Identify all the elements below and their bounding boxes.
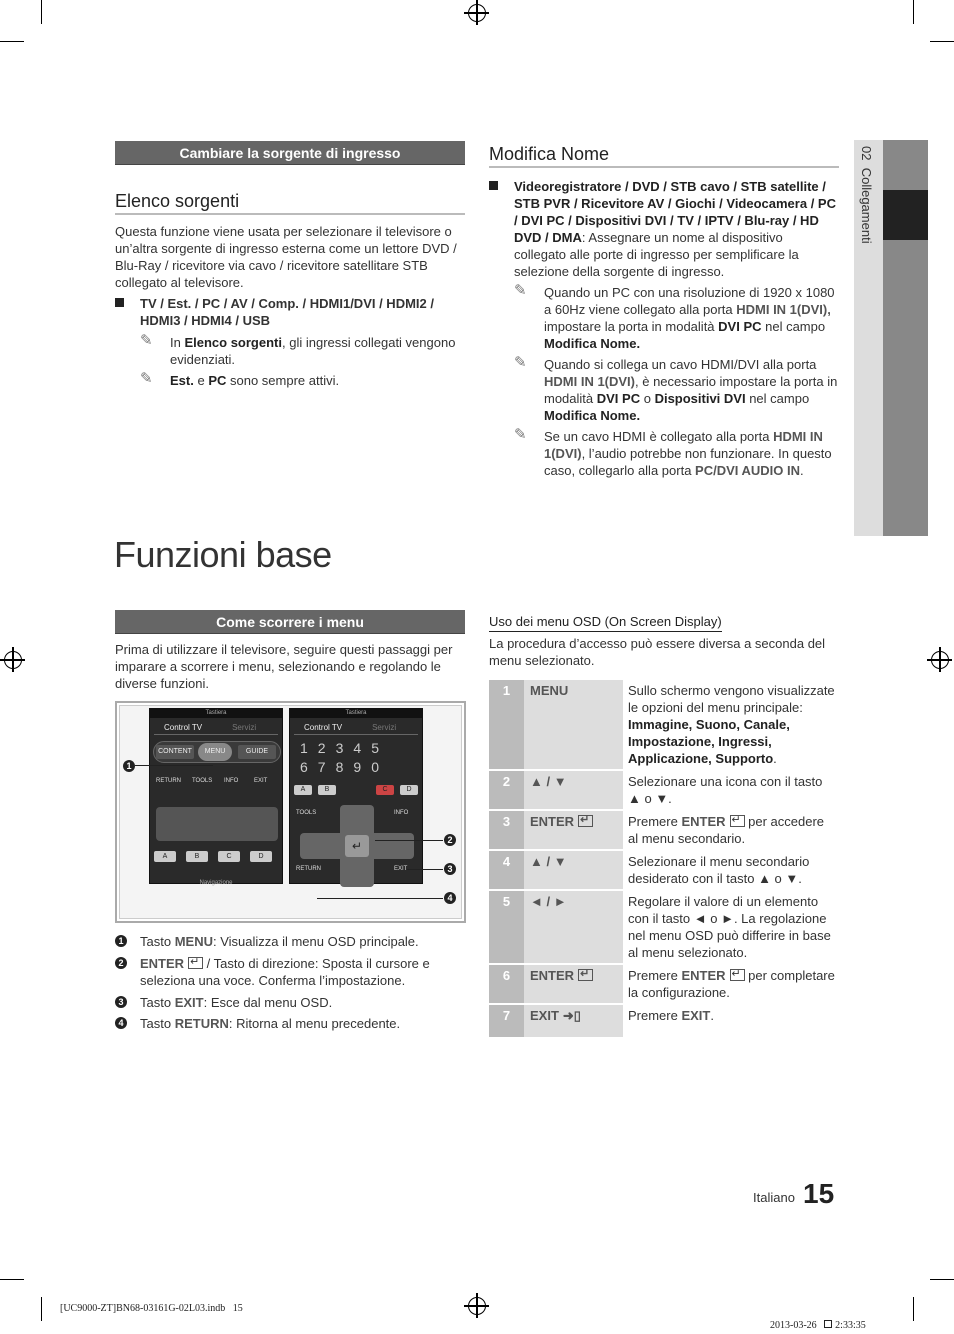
edit-name-note-1: Quando un PC con una risoluzione di 1920 x 1080 a 60Hz viene collegato alla porta HDMI IN 1(DVI), impostare la porta in modalità DVI PC nel campo Modifica Nome. — [544, 285, 835, 351]
remote-screen-2: Tastiera Control TV Servizi 12345 67890 A B C D TOOLS INFO ↵ RETURN EXIT — [289, 708, 423, 884]
enter-button: ↵ — [345, 835, 369, 857]
table-row: 2 ▲ / ▼ Selezionare una icona con il tasto ▲ o ▼. — [489, 770, 839, 810]
note-icon: ✎ — [140, 370, 153, 387]
enter-icon — [578, 969, 593, 981]
exit-icon: ➜▯ — [562, 1008, 581, 1023]
edit-name-bullet: Videoregistratore / DVD / STB cavo / STB satellite / STB PVR / Ricevitore AV / Giochi / Videocamera / PC / DVI PC / Dispositivi DVI / TV / IPTV / Blu-ray / HD DVD / DMA: Assegnare un nome al dispositivo collegato alle porte di ingresso per semplificare la selezione della sorgente di ingresso. — [514, 179, 836, 279]
table-row: 6 ENTER↵ Premere ENTER↵ per completare la configurazione. — [489, 964, 839, 1004]
side-tab-black — [883, 190, 928, 240]
content-button: CONTENT — [156, 745, 194, 759]
table-row: 4 ▲ / ▼ Selezionare il menu secondario desiderato con il tasto ▲ o ▼. — [489, 850, 839, 890]
footer-language: Italiano — [753, 1190, 795, 1205]
callout-1: 1 — [123, 760, 135, 772]
legend-num-4: 4 — [115, 1017, 127, 1029]
page-title: Funzioni base — [114, 534, 332, 575]
legend-item-3: Tasto EXIT: Esce dal menu OSD. — [140, 995, 333, 1010]
source-intro: Questa funzione viene usata per selezionare il televisore o un’altra sorgente di ingresso esterna come un lettore DVD / Blu-Ray / ricevitore via cavo / ricevitore satellitare STB collegato al televisore. — [115, 224, 457, 290]
osd-intro: La procedura d’accesso può essere diversa a seconda del menu selezionato. — [489, 636, 826, 668]
section-bar-menus: Come scorrere i menu — [115, 610, 465, 634]
note-icon: ✎ — [514, 354, 527, 371]
footer-date: 2013-03-26 2:33:35 — [770, 1320, 866, 1331]
enter-icon — [730, 815, 745, 827]
legend-item-4: Tasto RETURN: Ritorna al menu precedente. — [140, 1016, 401, 1031]
legend-num-1: 1 — [115, 935, 127, 947]
legend-num-3: 3 — [115, 996, 127, 1008]
bullet-square — [115, 298, 124, 307]
enter-icon — [730, 969, 745, 981]
table-row: 3 ENTER↵ Premere ENTER↵ per accedere al menu secondario. — [489, 810, 839, 850]
registration-mark-bottom — [468, 1297, 486, 1315]
section-bar-input-source: Cambiare la sorgente di ingresso — [115, 141, 465, 165]
callout-2: 2 — [444, 834, 456, 846]
clock-icon — [824, 1320, 832, 1328]
side-tab-text: 02 Collegamenti — [859, 146, 874, 244]
subtitle-source-list: Elenco sorgenti — [115, 193, 465, 215]
osd-title: Uso dei menu OSD (On Screen Display) — [489, 613, 722, 632]
source-note-1: In Elenco sorgenti, gli ingressi collegati vengono evidenziati. — [170, 335, 456, 367]
table-row: 5 ◄ / ► Regolare il valore di un elemento con il tasto ◄ o ►. La regolazione nel menu OSD può differire in base al menu selezionato. — [489, 890, 839, 964]
enter-icon — [578, 815, 593, 827]
callout-3: 3 — [444, 863, 456, 875]
table-row: 1 MENU Sullo schermo vengono visualizzate le opzioni del menu principale: Immagine, Suono, Canale, Impostazione, Ingressi, Applicazione, Supporto. — [489, 680, 839, 770]
registration-mark-right — [931, 651, 949, 669]
legend-num-2: 2 — [115, 957, 127, 969]
source-note-2: Est. e PC sono sempre attivi. — [170, 373, 340, 388]
enter-icon — [188, 957, 203, 969]
osd-steps-table — [489, 680, 839, 1039]
remote-screen-1: Tastiera Control TV Servizi CONTENT MENU GUIDE RETURN TOOLS INFO EXIT A B C D Navigazione — [149, 708, 283, 884]
bullet-square — [489, 181, 498, 190]
note-icon: ✎ — [514, 426, 527, 443]
note-icon: ✎ — [140, 332, 153, 349]
registration-mark-left — [4, 651, 22, 669]
source-list-bullet: TV / Est. / PC / AV / Comp. / HDMI1/DVI / HDMI2 / HDMI3 / HDMI4 / USB — [140, 296, 434, 328]
table-row: 7 EXIT ➜▯ Premere EXIT. — [489, 1004, 839, 1038]
registration-mark-top — [468, 4, 486, 22]
guide-button: GUIDE — [238, 745, 276, 759]
legend-item-1: Tasto MENU: Visualizza il menu OSD principale. — [140, 934, 419, 949]
note-icon: ✎ — [514, 282, 527, 299]
menus-intro: Prima di utilizzare il televisore, seguire questi passaggi per imparare a scorrere i menu, selezionando e regolando le diverse funzioni. — [115, 642, 453, 691]
callout-4: 4 — [444, 892, 456, 904]
subtitle-edit-name: Modifica Nome — [489, 146, 839, 168]
remote-illustration — [115, 701, 466, 923]
edit-name-note-2: Quando si collega un cavo HDMI/DVI alla porta HDMI IN 1(DVI), è necessario impostare la porta in modalità DVI PC o Dispositivi DVI nel campo Modifica Nome. — [544, 357, 838, 423]
legend-item-2: ENTER↵ / Tasto di direzione: Sposta il cursore e seleziona una voce. Conferma l’impostazione. — [140, 955, 460, 989]
edit-name-note-3: Se un cavo HDMI è collegato alla porta HDMI IN 1(DVI), l’audio potrebbe non funzionare. In questo caso, collegarlo alla porta PC/DVI AUDIO IN. — [544, 429, 832, 478]
footer-file: [UC9000-ZT]BN68-03161G-02L03.indb 15 — [60, 1303, 243, 1314]
menu-button: MENU — [198, 743, 232, 761]
page-number: 15 — [803, 1178, 835, 1209]
